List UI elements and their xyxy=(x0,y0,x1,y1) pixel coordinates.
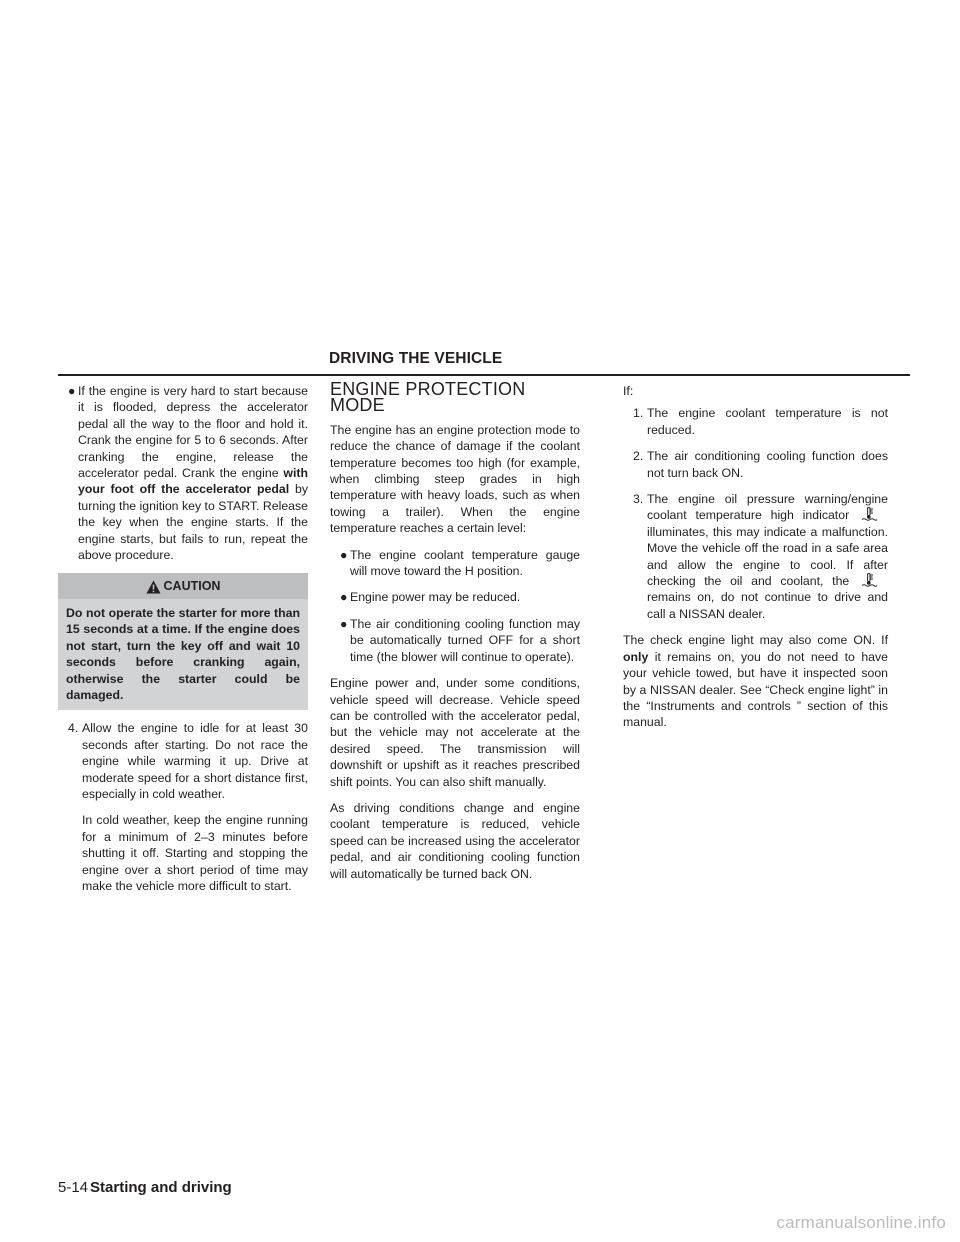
bullet-mark: ● xyxy=(340,616,348,631)
list-item xyxy=(330,547,580,580)
bullet-text-b: by turning the ignition key to START. Release the key when the engine starts. If the engine starts, but fails to run, repeat the above procedure. xyxy=(78,482,309,563)
list-item xyxy=(330,589,580,605)
check-engine-bold: only xyxy=(623,649,649,664)
step-4 xyxy=(58,720,308,894)
caution-header xyxy=(58,573,308,598)
step-4-paragraph-1: Allow the engine to idle for at least 30 seconds after starting. Do not race the engine while warming it up. Drive at moderate speed for a short distance first, especially in cold weather. xyxy=(82,721,308,801)
driving-conditions-paragraph: As driving conditions change and engine coolant temperature is reduced, vehicle speed can be increased using the accelerator pedal, and air conditioning cooling function will automatically be turned back ON. xyxy=(330,800,580,881)
caution-box xyxy=(58,573,308,710)
bullet-mark: ● xyxy=(340,547,348,562)
coolant-temperature-icon xyxy=(860,507,878,521)
column-right xyxy=(623,383,888,741)
engine-protection-intro: The engine has an engine protection mode to reduce the chance of damage if the coolant temperature becomes too high (for example, when climbing steep grades in high temperature with heavy loads, such as when towing a trailer). When the engine temperature reaches a certain level: xyxy=(330,422,580,536)
bullet-text-a: If the engine is very hard to start because it is flooded, depress the accelerator pedal all the way to the floor and hold it. Crank the engine for 5 to 6 seconds. After cranking the engine, release the accelerator pedal. Crank the engine xyxy=(78,384,308,481)
bullet-mark: ● xyxy=(340,590,348,605)
column-left xyxy=(58,383,308,904)
step-number: 4. xyxy=(68,721,79,736)
list-item-text: Engine power may be reduced. xyxy=(350,590,521,605)
footer-section: Starting and driving xyxy=(90,1179,232,1196)
engine-power-paragraph: Engine power and, under some conditions, vehicle speed will decrease. Vehicle speed can be controlled with the accelerator pedal, but the vehicle may not accelerate at the desired speed. The transmission will downshift or upshift as it reaches prescribed shift points. You can also shift manually. xyxy=(330,676,580,789)
step-4-paragraph-2: In cold weather, keep the engine running for a minimum of 2–3 minutes before shutting it off. Starting and stopping the engine over a short period of time may make the vehicle more difficult to start. xyxy=(82,813,308,893)
item-number: 1. xyxy=(633,406,644,421)
bullet-bold-text: with your foot off the accelerator pedal xyxy=(78,466,308,497)
item-number: 2. xyxy=(633,449,644,464)
check-engine-text-a: The check engine light may also come ON. If xyxy=(623,633,888,648)
item-text-c: remains on, do not continue to drive and call a NISSAN dealer. xyxy=(647,590,888,621)
item-text-b: illuminates, this may indicate a malfunction. Move the vehicle off the road in a safe area and allow the engine to cool. If after checking the oil and coolant, the xyxy=(647,524,888,589)
caution-text: Do not operate the starter for more than 15 seconds at a time. If the engine does not start, turn the key off and wait 10 seconds before cranking again, otherwise the starter could be damaged. xyxy=(66,605,300,702)
bullet-mark: ● xyxy=(68,384,76,398)
check-engine-paragraph xyxy=(623,632,888,730)
caution-title: CAUTION xyxy=(163,579,221,594)
column-middle xyxy=(330,379,580,892)
section-title: DRIVING THE VEHICLE xyxy=(329,350,503,367)
item-number: 3. xyxy=(633,492,644,507)
list-item-text: The engine coolant temperature gauge will move toward the H position. xyxy=(350,547,580,579)
coolant-temperature-icon xyxy=(860,573,878,587)
warning-triangle-icon xyxy=(146,580,161,594)
list-item xyxy=(623,405,888,438)
item-text: The air conditioning cooling function does not turn back ON. xyxy=(647,449,888,480)
page-number: 5-14 xyxy=(58,1179,89,1196)
list-item-text: The air conditioning cooling function may be automatically turned OFF for a short time (the blower will continue to operate). xyxy=(350,616,580,664)
list-item xyxy=(623,448,888,481)
watermark: carmanualsonline.info xyxy=(776,1213,946,1232)
list-item xyxy=(330,616,580,665)
title-divider xyxy=(58,374,910,376)
item-text-a: The engine oil pressure warning/engine coolant temperature high indicator xyxy=(647,492,888,523)
page-footer xyxy=(58,1179,232,1196)
list-item xyxy=(623,491,888,622)
check-engine-text-b: it remains on, you do not need to have your vehicle towed, but have it inspected soon by a NISSAN dealer. See “Check engine light” in the “Instruments and controls ” section of this manual. xyxy=(623,649,888,730)
flooded-engine-bullet xyxy=(58,383,308,563)
if-label: If: xyxy=(623,384,634,398)
item-text: The engine coolant temperature is not reduced. xyxy=(647,406,888,437)
engine-protection-heading: ENGINE PROTECTION MODE xyxy=(330,379,526,416)
